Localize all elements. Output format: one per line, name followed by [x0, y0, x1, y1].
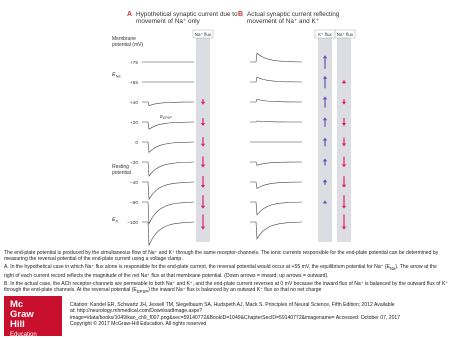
mv-tick-label: 0: [135, 141, 138, 146]
trace-b: [250, 77, 302, 82]
k-flux-header-b: K⁺ flux: [318, 32, 332, 37]
trace-a: [142, 222, 194, 245]
mv-tick-label: +55: [129, 81, 138, 86]
caption-paragraph-3: B. In the actual case, the ACh receptor-channels are permeable to both Na⁺ and K⁺, and the end-plate current reverses at 0 mV because the inward flux of Na⁺ is balanced by the outward flux of K⁺ through the end-plate channels. At the reversal potential $(E_{EPSP})$ the inward Na⁺ flux is balanced by an outward K⁺ flux so that no net charge: [4, 280, 448, 295]
trace-b: [250, 162, 302, 165]
panel-a-title-line1: Hypothetical synaptic current due to: [136, 11, 238, 18]
e-epsp-label: $E_{EPSP}$: [160, 114, 172, 121]
trace-a: [142, 162, 194, 176]
mv-tick-label: +20: [129, 121, 138, 126]
mv-tick-label: −100: [127, 221, 138, 226]
citation-line-1: Citation: Kandel ER, Schwartz JH, Jessell TM, Siegelbaum SA, Hudspeth AJ, Mack S. Principles of Neural Science, Fifth Edition; 2012 Available: [70, 302, 395, 308]
mv-tick-label: +75: [129, 61, 138, 66]
caption-paragraph-2: A. In the hypothetical case in which Na⁺ flux alone is responsible for the end-plate current, the reversal potential would occur at +55 mV, the equilibrium potential for Na⁺ $(E_{Na})$. The arrow at the right of each current record reflects the magnitude of the net Na⁺ flux at that membrane potential. (Down arrows = inward; up arrows = outward).: [4, 264, 437, 279]
trace-b: [250, 222, 302, 239]
trace-a: [142, 202, 194, 224]
citation-line-2: at: http://neurology.mhmedical.com/DownloadImage.aspx?image=/data/books/1049/kan_ch9_f007.png&sec=59140772&BookID=1049&ChapterSecID=59140772&imagename= Accessed: October 07, 2017: [70, 308, 401, 321]
panel-b-title-line1: Actual synaptic current reflecting: [247, 11, 340, 18]
trace-a: [142, 182, 194, 199]
mv-tick-label: −90: [129, 201, 138, 206]
na-flux-header-a: Na⁺ flux: [194, 32, 212, 37]
e-na-label: $E_{Na}$: [112, 72, 121, 79]
membrane-potential-label-1: Membrane: [112, 36, 136, 42]
trace-b: [250, 99, 302, 102]
caption: [4, 250, 448, 297]
panel-a-letter: A: [127, 11, 133, 18]
resting-potential-label-2: potential: [112, 170, 131, 176]
caption-paragraph-1: The end-plate potential is produced by the simultaneous flow of Na⁺ and K⁺ through the same receptor-channels. The ionic currents responsible for the end-plate potential can be determined by measuring the reversal potential of the end-plate current using a voltage clamp.: [4, 250, 439, 263]
resting-potential-label-1: Resting: [112, 164, 129, 170]
e-k-label: $E_K$: [112, 217, 119, 224]
panel-a-title-line2: movement of Na⁺ only: [136, 18, 200, 25]
trace-b: [250, 182, 302, 188]
citation-line-3: Copyright © 2017 McGraw-Hill Education. All rights reserved: [70, 321, 207, 328]
trace-a: [142, 122, 194, 129]
current-traces: [127, 53, 346, 245]
trace-b: [250, 53, 302, 62]
membrane-potential-label-2: potential (mV): [112, 42, 144, 48]
trace-b: [250, 202, 302, 215]
panel-b-title-line2: movement of Na⁺ and K⁺: [247, 18, 320, 25]
mv-tick-label: +40: [129, 101, 138, 106]
mv-tick-label: −20: [129, 161, 138, 166]
trace-b: [250, 121, 302, 122]
trace-a: [142, 142, 194, 152]
panel-b-letter: B: [238, 11, 244, 18]
citation: [70, 302, 444, 328]
na-flux-header-b: Na⁺ flux: [336, 32, 354, 37]
mv-tick-label: −40: [129, 181, 138, 186]
trace-a: [142, 102, 194, 106]
publisher-logo: Mc Graw Hill Education: [4, 296, 62, 336]
